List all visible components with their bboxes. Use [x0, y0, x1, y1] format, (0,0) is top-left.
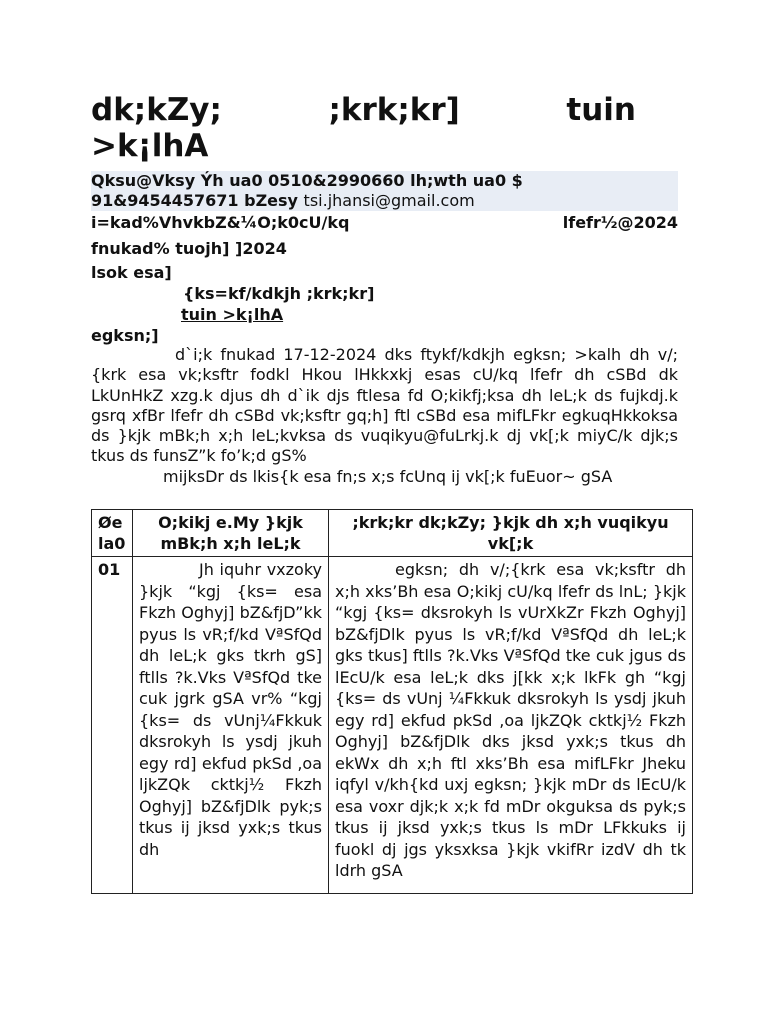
header-compliance: ;krk;kr dk;kZy; }kjk dh x;h vuqikyu vk[;k: [329, 510, 693, 557]
contact-block: [91, 171, 678, 211]
committee-ref: lfefr½@2024: [562, 213, 678, 232]
table-row: [92, 557, 693, 894]
contact-line-2: 91&9454457671 bZesy: [91, 191, 304, 210]
title-line-2: >k¡lhA: [91, 128, 209, 164]
header-issue: O;kikj e.My }kjk mBk;h x;h leL;k: [133, 510, 329, 557]
row-issue: Jh iquhr vxzoky }kjk “kgj {ks= esa Fkzh Oghyj] bZ&fjD”kk pyus ls vR;f/kd VªSfQd dh leL;k gks tkrh gS] ftlls ?k.Vks VªSfQd tke cuk jgrk gSA vr% “kgj {ks= ds vUnj¼Fkkuk dksrokyh ls ysdj jkuh egy rd] ekfud pkSd ,oa ljkZQk cktkj½ Fkzh Oghyj] bZ&fjDlk pyk;s tkus ij jksd yxk;s tkus dh: [139, 560, 322, 859]
body-paragraph-2: mijksDr ds lkis{k esa fn;s x;s fcUnq ij vk[;k fuEuor~ gSA: [163, 466, 613, 486]
row-compliance-cell: [329, 557, 693, 894]
compliance-table: [91, 509, 693, 894]
title-word-1: dk;kZy;: [91, 92, 222, 128]
recipient-line-2: tuin >k¡lhA: [181, 305, 284, 324]
salutation-to: lsok esa]: [91, 263, 172, 282]
letter-body: [91, 345, 678, 487]
title-word-2: ;krk;kr]: [328, 92, 460, 128]
recipient-line-1: {ks=kf/kdkjh ;krk;kr]: [183, 284, 375, 303]
office-title: [91, 92, 636, 164]
table-header-row: [92, 510, 693, 557]
letter-ref-row: [91, 213, 678, 232]
contact-phone-line: Qksu@Vksy Ýh ua0 0510&2990660 lh;wth ua0 $: [91, 171, 523, 190]
header-serial: Øe la0: [92, 510, 133, 557]
body-paragraph-1: d`i;k fnukad 17-12-2024 dks ftykf/kdkjh egksn; >kalh dh v/;{krk esa vk;ksftr fodkl Hkou lHkkxkj esas cU/kq lfefr dh cSBd dk LkUnHkZ xzg.k djus dh d`ik djs ftlesa fd O;kikfj;ksa dh leL;k ds fujkdj.k gsrq xfBr lfefr dh cSBd vk;ksftr gq;h] ftl cSBd esa mifLFkr egkuqHkkoksa ds }kjk mBk;h x;h leL;kvksa ds vuqikyu@fuLrkj.k dj vk[;k miyC/k djk;s tkus ds funsZ”k fo’k;d gS%: [91, 345, 678, 466]
row-issue-cell: [133, 557, 329, 894]
greeting: egksn;]: [91, 326, 159, 345]
row-serial: 01: [92, 557, 133, 894]
row-compliance: egksn; dh v/;{krk esa vk;ksftr dh x;h xks’Bh esa O;kikj cU/kq lfefr ds lnL; }kjk “kgj {ks= dksrokyh ls vUrXkZr Fkzh Oghyj] bZ&fjDlk pyus ls vR;f/kd VªSfQd dh leL;k gks tkus] ftlls ?k.Vks VªSfQd tke cuk jgus ds lEcU/k esa leL;k dks j[kk x;k lkFk gh “kgj {ks= ds vUnj ¼Fkkuk dksrokyh ls ysdj jkuh egy rd] ekfud pkSd ,oa ljkZQk cktkj½ Fkzh Oghyj] bZ&fjDlk dks jksd yxk;s tkus dh ekWx dh x;h ftl xks’Bh esa mifLFkr Jheku iqfyl v/kh{kd uxj egksn; }kjk mDr ds lEcU/k esa voxr djk;k x;k fd mDr okguksa ds pyk;s tkus ij jksd yxk;s tkus ls mDr LFkkuks ij fuokl dj jgs yksxksa }kjk vkifRr izdV dh tk ldrh gSA: [335, 560, 686, 880]
contact-email: tsi.jhansi@gmail.com: [303, 191, 475, 210]
letter-number: i=kad%VhvkbZ&¼O;k0cU/kq: [91, 213, 350, 232]
title-word-3: tuin: [566, 92, 636, 128]
letter-date: fnukad% tuojh] ]2024: [91, 239, 287, 258]
